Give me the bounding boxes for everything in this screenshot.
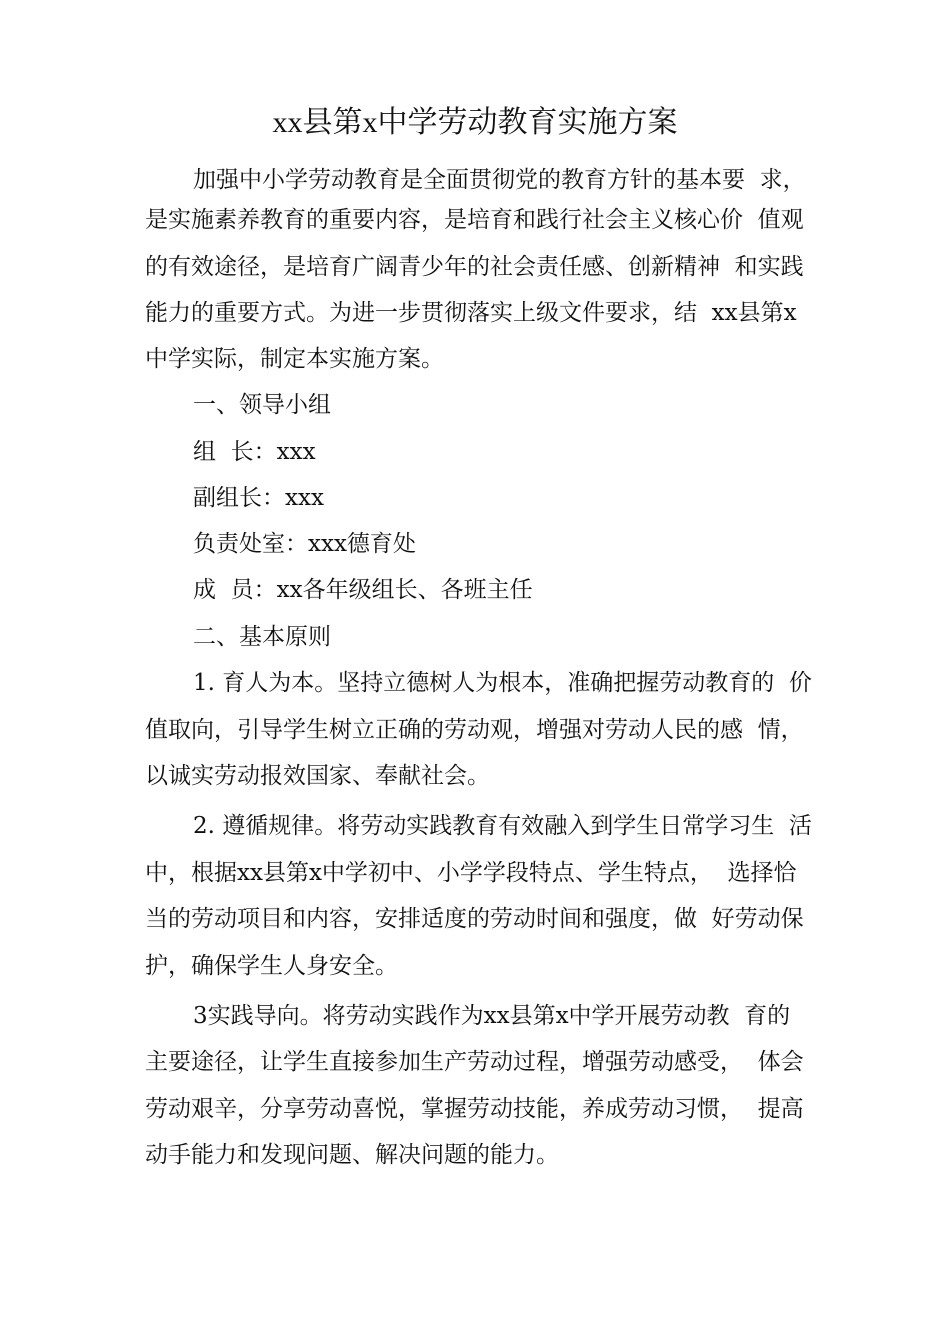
members-row — [0, 567, 950, 613]
paragraph-line — [0, 336, 950, 382]
members-text: 成 员：xx各年级组长、各班主任 — [193, 577, 533, 603]
intro-line-5: 中学实际，制定本实施方案。 — [145, 346, 444, 372]
paragraph-line — [0, 753, 950, 799]
intro-line-1: 加强中小学劳动教育是全面贯彻党的教育方针的基本要 求， — [193, 167, 806, 193]
paragraph-line — [0, 1086, 950, 1132]
principle3-line-4: 动手能力和发现问题、解决问题的能力。 — [145, 1142, 559, 1168]
paragraph-line — [0, 244, 950, 290]
principle1-line-2: 值取向，引导学生树立正确的劳动观，增强对劳动人民的感 情， — [145, 717, 804, 743]
intro-line-2: 是实施素养教育的重要内容，是培育和践行社会主义核心价 值观 — [145, 207, 804, 233]
paragraph-line — [0, 707, 950, 753]
paragraph-line — [0, 660, 950, 706]
section1-heading: 一、领导小组 — [193, 392, 331, 418]
principle1-line-1: 1. 育人为本。坚持立德树人为根本，准确把握劳动教育的 价 — [193, 670, 812, 696]
document-title: xx县第x中学劳动教育实施方案 — [272, 106, 678, 139]
principle2-line-2: 中，根据xx县第x中学初中、小学学段特点、学生特点， 选择恰 — [145, 860, 797, 886]
principle3-line-1: 3实践导向。将劳动实践作为xx县第x中学开展劳动教 育的 — [193, 1003, 791, 1029]
principle1-line-3: 以诚实劳动报效国家、奉献社会。 — [145, 763, 490, 789]
leader-row — [0, 429, 950, 475]
paragraph-line — [0, 896, 950, 942]
intro-line-4: 能力的重要方式。为进一步贯彻落实上级文件要求，结 xx县第x — [145, 300, 797, 326]
paragraph-line — [0, 1039, 950, 1085]
paragraph-line — [0, 1132, 950, 1178]
office-text: 负责处室：xxx德育处 — [193, 531, 416, 557]
section2-heading: 二、基本原则 — [193, 624, 331, 650]
paragraph-line — [0, 850, 950, 896]
paragraph-line — [0, 803, 950, 849]
principle2-line-3: 当的劳动项目和内容，安排适度的劳动时间和强度，做 好劳动保 — [145, 906, 804, 932]
paragraph-line — [0, 197, 950, 243]
intro-line-3: 的有效途径，是培育广阔青少年的社会责任感、创新精神 和实践 — [145, 254, 804, 280]
section-heading — [0, 382, 950, 428]
principle2-line-4: 护，确保学生人身安全。 — [145, 953, 398, 979]
paragraph-line — [0, 290, 950, 336]
deputy-text: 副组长：xxx — [193, 485, 324, 511]
section-heading — [0, 614, 950, 660]
office-row — [0, 521, 950, 567]
leader-text: 组 长：xxx — [193, 439, 316, 465]
principle2-line-1: 2. 遵循规律。将劳动实践教育有效融入到学生日常学习生 活 — [193, 813, 812, 839]
principle3-line-3: 劳动艰辛，分享劳动喜悦，掌握劳动技能，养成劳动习惯， 提高 — [145, 1096, 804, 1122]
paragraph-line — [0, 943, 950, 989]
principle3-line-2: 主要途径，让学生直接参加生产劳动过程，增强劳动感受， 体会 — [145, 1049, 804, 1075]
paragraph-line — [0, 993, 950, 1039]
deputy-row — [0, 475, 950, 521]
